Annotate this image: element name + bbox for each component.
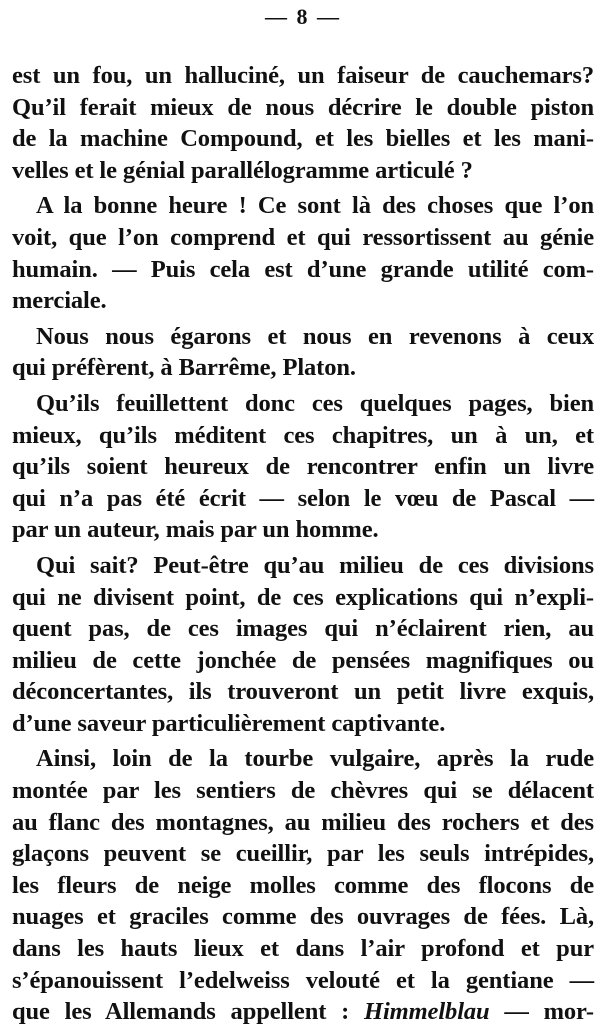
text-line: glaçons peuvent se cueillir, par les seuls intrépides, bbox=[12, 840, 594, 868]
text-line: Ainsi, loin de la tourbe vulgaire, après la rude bbox=[36, 745, 594, 773]
text-line: Qu’ils feuillettent donc ces quelques pages, bien bbox=[36, 389, 594, 417]
text-line: qui ne divisent point, de ces explications qui n’expli- bbox=[12, 583, 594, 611]
text-line: s’épanouissent l’edelweiss velouté et la gentiane — bbox=[12, 966, 594, 994]
text-line: d’une saveur particulièrement captivante. bbox=[12, 709, 446, 737]
text-line: déconcertantes, ils trouveront un petit livre exquis, bbox=[12, 678, 594, 706]
text-line: montée par les sentiers de chèvres qui se délacent bbox=[12, 777, 594, 805]
text-line: qui préfèrent, à Barrême, Platon. bbox=[12, 354, 356, 382]
final-line-end: — mor- bbox=[489, 998, 594, 1026]
text-line: qu’ils soient heureux de rencontrer enfin un livre bbox=[12, 453, 594, 481]
text-line: nuages et graciles comme des ouvrages de fées. Là, bbox=[12, 903, 594, 931]
text-line: velles et le génial parallélogramme articulé ? bbox=[12, 156, 473, 184]
text-line: est un fou, un halluciné, un faiseur de cauchemars? bbox=[12, 62, 594, 89]
text-line: par un auteur, mais par un homme. bbox=[12, 516, 379, 544]
text-line: les fleurs de neige molles comme des flocons de bbox=[12, 871, 594, 899]
page-number: — 8 — bbox=[265, 4, 341, 29]
text-line: qui n’a pas été écrit — selon le vœu de Pascal — bbox=[12, 484, 594, 512]
text-line: de la machine Compound, et les bielles et les mani- bbox=[12, 125, 594, 153]
final-line-start: que les Allemands appellent : bbox=[12, 998, 364, 1026]
text-line: A la bonne heure ! Ce sont là des choses que l’on bbox=[36, 192, 594, 220]
text-line: dans les hauts lieux et dans l’air profond et pur bbox=[12, 935, 594, 963]
text-line: au flanc des montagnes, au milieu des rochers et des bbox=[12, 808, 594, 836]
text-line: milieu de cette jonchée de pensées magnifiques ou bbox=[12, 646, 594, 674]
italic-word: Himmelblau bbox=[363, 998, 490, 1026]
text-line: Qu’il ferait mieux de nous décrire le double piston bbox=[12, 93, 594, 121]
text-line: Nous nous égarons et nous en revenons à ceux bbox=[36, 322, 594, 350]
text-line: Qui sait? Peut-être qu’au milieu de ces divisions bbox=[36, 551, 594, 579]
book-page bbox=[12, 0, 594, 1026]
text-line-final bbox=[12, 996, 594, 1028]
text-line: merciale. bbox=[12, 287, 107, 315]
body-text bbox=[12, 60, 594, 1028]
text-line: voit, que l’on comprend et qui ressortissent au génie bbox=[12, 223, 594, 251]
text-line: mieux, qu’ils méditent ces chapitres, un à un, et bbox=[12, 421, 594, 449]
text-line: humain. — Puis cela est d’une grande utilité com- bbox=[12, 255, 594, 283]
text-line: quent pas, de ces images qui n’éclairent rien, au bbox=[12, 615, 594, 643]
